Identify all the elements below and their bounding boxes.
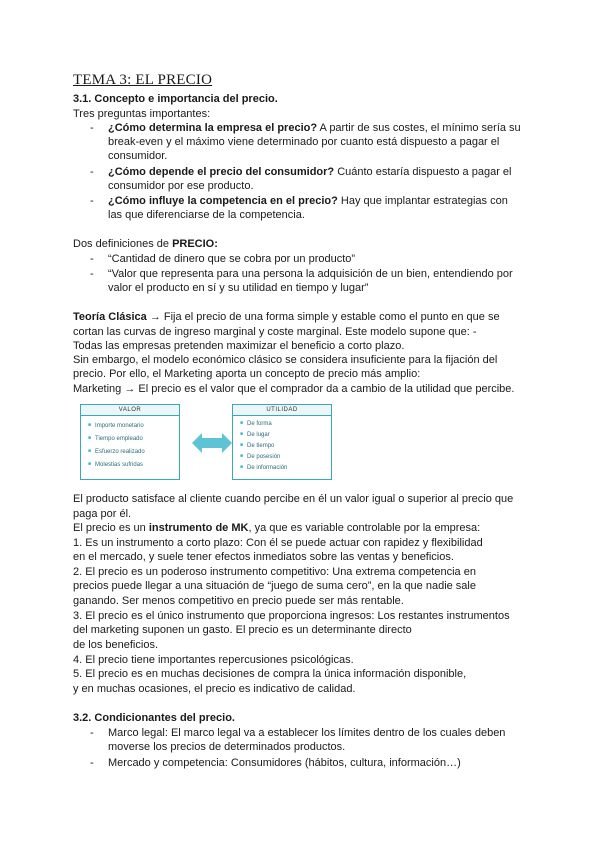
utilidad-item: ■ De información [240,465,287,471]
bullet-dash: - [90,195,94,207]
condicionante-1-line-1: Marco legal: El marco legal va a establecer los límites dentro de los cuales deben [108,727,506,739]
point-3-line-2: del marketing suponen un gasto. El precio es un determinante directo [73,624,412,636]
point-5-line-1: 5. El precio es en muchas decisiones de compra la única información disponible, [73,668,467,680]
bullet-dash: - [90,166,94,178]
teoria-clasica-line-5: precio. Por ello, el Marketing aporta un concepto de precio más amplio: [73,368,421,380]
paragraph-2 [73,521,480,535]
question-3-rest: Hay que implantar estrategias con [337,195,508,207]
valor-box-title: VALOR [81,405,179,416]
question-1-line-2: break-even y el máximo viene determinado por cuanto está dispuesto a pagar el [108,136,500,148]
point-3-line-3: de los beneficios. [73,639,158,651]
teoria-clasica-line-1 [73,310,500,324]
valor-item: ■ Molestias sufridas [88,462,143,468]
point-4: 4. El precio tiene importantes repercusiones psicológicas. [73,654,354,666]
paragraph-2-suffix: , ya que es variable controlable por la empresa: [248,522,481,534]
page-title: TEMA 3: EL PRECIO [73,72,213,88]
point-1-line-2: en el mercado, y suele tener efectos inmediatos sobre las ventas y beneficios. [73,551,454,563]
teoria-clasica-line-2: cortan las curvas de ingreso marginal y coste marginal. Este modelo supone que: - [73,326,477,338]
section-2-heading: 3.2. Condicionantes del precio. [73,712,235,724]
bullet-dash: - [90,253,94,265]
question-1 [108,121,521,135]
bullet-dash: - [90,122,94,134]
utilidad-item: ■ De posesión [240,454,280,460]
definitions-bold: PRECIO: [172,238,218,250]
valor-item: ■ Tiempo empleado [88,436,143,442]
teoria-clasica-line-4: Sin embargo, el modelo económico clásico se considera insuficiente para la fijación del [73,354,498,366]
condicionante-2: Mercado y competencia: Consumidores (hábitos, cultura, información…) [108,757,461,769]
question-2-line-2: consumidor por ese producto. [108,180,254,192]
valor-item: ■ Importe monetario [88,423,144,429]
paragraph-2-prefix: El precio es un [73,522,149,534]
definition-1: “Cantidad de dinero que se cobra por un producto” [108,253,356,265]
definitions-prefix: Dos definiciones de [73,238,173,250]
point-5-line-2: y en muchas ocasiones, el precio es indicativo de calidad. [73,683,356,695]
question-3 [108,194,508,208]
question-1-rest: A partir de sus costes, el mínimo sería su [317,122,521,134]
paragraph-1-line-1: El producto satisface al cliente cuando percibe en él un valor igual o superior al precio que [73,493,514,505]
utilidad-item: ■ De lugar [240,432,270,438]
question-3-bold: ¿Cómo influye la competencia en el precio? [108,195,338,207]
point-2-line-1: 2. El precio es un poderoso instrumento competitivo: Una extrema competencia en [73,566,476,578]
paragraph-1-line-2: paga por él. [73,508,132,520]
question-3-line-2: las que diferenciarse de la competencia. [108,209,305,221]
definitions-heading [73,237,218,251]
utilidad-box [232,404,332,480]
utilidad-box-title: UTILIDAD [233,405,331,416]
point-3-line-1: 3. El precio es el único instrumento que proporciona ingresos: Los restantes instrumentos [73,610,510,622]
point-2-line-2: precios puede llegar a una situación de “juego de suma cero”, en la que nadie sale [73,580,476,592]
condicionante-1-line-2: moverse los precios de determinados productos. [108,741,346,753]
section-1-heading: 3.1. Concepto e importancia del precio. [73,93,278,105]
question-2 [108,165,511,179]
question-2-rest: Cuánto estaría dispuesto a pagar el [334,166,512,178]
double-arrow-icon [192,432,232,454]
teoria-clasica-line-3: Todas las empresas pretenden maximizar el beneficio a corto plazo. [73,340,405,352]
utilidad-item: ■ De forma [240,421,272,427]
point-1-line-1: 1. Es un instrumento a corto plazo: Con él se puede actuar con rapidez y flexibilidad [73,537,483,549]
question-2-bold: ¿Cómo depende el precio del consumidor? [108,166,335,178]
valor-box [80,404,180,480]
point-2-line-3: ganando. Ser menos competitivo en precio puede ser más rentable. [73,595,404,607]
marketing-definition: Marketing → El precio es el valor que el comprador da a cambio de la utilidad que percibe. [73,383,515,395]
paragraph-2-bold: instrumento de MK [148,522,249,534]
teoria-clasica-rest: → Fija el precio de una forma simple y estable como el punto en que se [146,311,500,323]
definition-2-line-1: “Valor que representa para una persona la adquisición de un bien, entendiendo por [108,268,513,280]
utilidad-item: ■ De tiempo [240,443,274,449]
definition-2-line-2: valor el producto en sí y su utilidad en tiempo y lugar” [108,282,369,294]
intro-text: Tres preguntas importantes: [73,108,211,120]
bullet-dash: - [90,757,94,769]
bullet-dash: - [90,727,94,739]
bullet-dash: - [90,268,94,280]
teoria-clasica-bold: Teoría Clásica [73,311,147,323]
question-1-bold: ¿Cómo determina la empresa el precio? [108,122,318,134]
question-1-line-3: consumidor. [108,150,168,162]
valor-item: ■ Esfuerzo realizado [88,449,145,455]
